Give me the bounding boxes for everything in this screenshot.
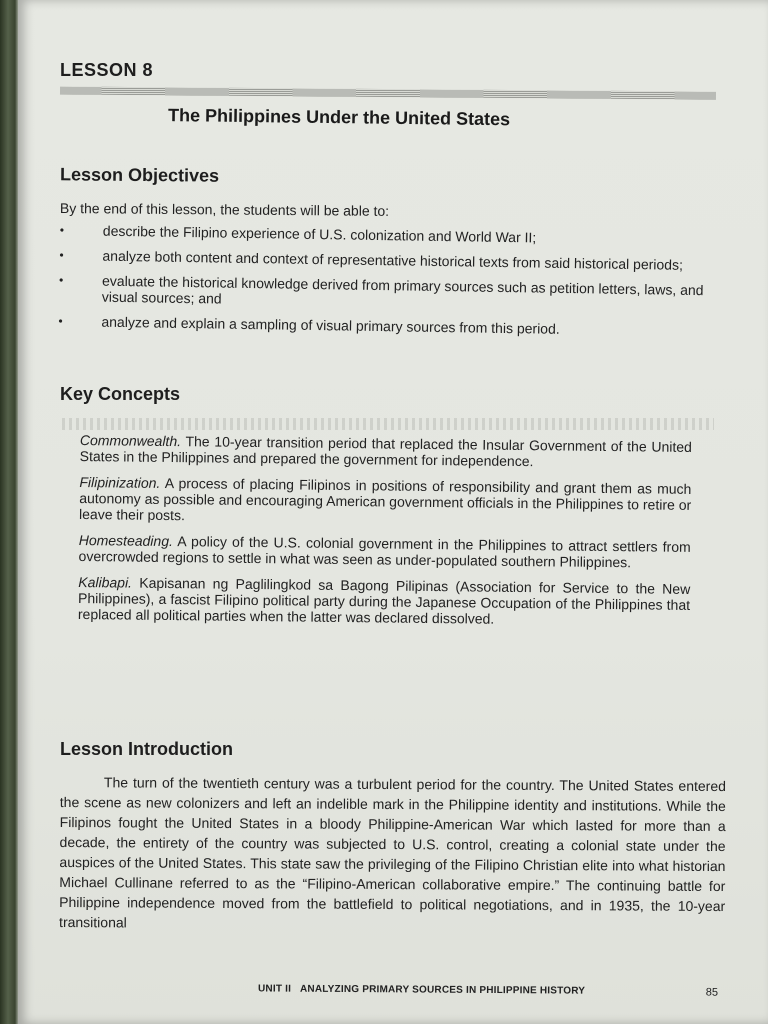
concept-definition: The 10-year transition period that replaced the Insular Government of the United States in the Philippines and prepared the government for independence. <box>79 433 692 470</box>
concept-item <box>79 532 691 571</box>
objectives-list <box>58 222 710 348</box>
concept-term: Kalibapi. <box>78 573 133 591</box>
key-concepts-list <box>78 432 692 639</box>
header-rule <box>60 86 716 99</box>
list-item <box>59 272 709 314</box>
bullet-icon: • <box>59 247 64 263</box>
objectives-heading: Lesson Objectives <box>59 164 220 186</box>
concept-definition: Kapisanan ng Paglilingkod sa Bagong Pilipinas (Association for Service to the New Philippines), a fascist Filipino political party during the Japanese Occupation of the Philippines that replaced all political parties when the latter was declared dissolved. <box>77 574 691 627</box>
concept-term: Homesteading. <box>78 531 174 550</box>
lesson-title: The Philippines Under the United States <box>167 105 511 130</box>
introduction-heading: Lesson Introduction <box>60 739 233 759</box>
concept-item <box>79 474 692 529</box>
bullet-icon: • <box>58 313 63 329</box>
concept-item <box>78 574 691 629</box>
lesson-number: LESSON 8 <box>60 60 154 80</box>
concept-item <box>80 432 692 471</box>
key-concepts-heading: Key Concepts <box>60 384 181 404</box>
footer-title: ANALYZING PRIMARY SOURCES IN PHILIPPINE HISTORY <box>299 983 586 997</box>
concept-term: Commonwealth. <box>79 432 182 450</box>
objective-text: analyze and explain a sampling of visual primary sources from this period. <box>101 313 560 337</box>
footer-running-title <box>258 983 585 997</box>
objectives-intro: By the end of this lesson, the students will be able to: <box>59 200 390 219</box>
concept-term: Filipinization. <box>79 473 161 491</box>
list-item <box>60 222 710 248</box>
concept-definition: A process of placing Filipinos in positions of responsibility and grant them as much autonomy as possible and encouraging American government officials in the Philippines to retire or leave their posts. <box>78 474 692 524</box>
page-number: 85 <box>705 986 719 999</box>
concept-box-border <box>62 418 714 430</box>
page-footer <box>258 983 718 998</box>
objective-text: analyze both content and context of representative historical texts from said historical periods; <box>102 247 684 273</box>
concept-definition: A policy of the U.S. colonial government in the Philippines to attract settlers from overcrowded regions to settle in what was seen as under-populated southern Philippines. <box>78 533 691 571</box>
introduction-paragraph: The turn of the twentieth century was a turbulent period for the country. The United States entered the scene as new colonizers and left an indelible mark in the Philippine identity and institutions. While the Filipinos fought the United States in a bloody Philippine-American War which lasted for more than a decade, the entirety of the country was subjected to U.S. control, creating a colonial state under the auspices of the United States. This state saw the privileging of the Filipino Christian elite into what historian Michael Cullinane referred to as the “Filipino-American collaborative empire.” The continuing battle for Philippine independence moved from the battlefield to political negotiations, and in 1935, the 10-year transitional <box>59 774 726 931</box>
objective-text: describe the Filipino experience of U.S. colonization and World War II; <box>102 222 537 246</box>
list-item <box>58 313 708 339</box>
book-page <box>18 0 768 1024</box>
book-binding <box>0 0 20 1024</box>
bullet-icon: • <box>58 272 64 288</box>
bullet-icon: • <box>59 222 65 238</box>
footer-unit: UNIT II <box>257 983 292 995</box>
objective-text: evaluate the historical knowledge derived from primary sources such as petition letters, laws, and visual sources; and <box>101 272 704 307</box>
list-item <box>59 247 709 273</box>
introduction-body <box>59 772 726 936</box>
